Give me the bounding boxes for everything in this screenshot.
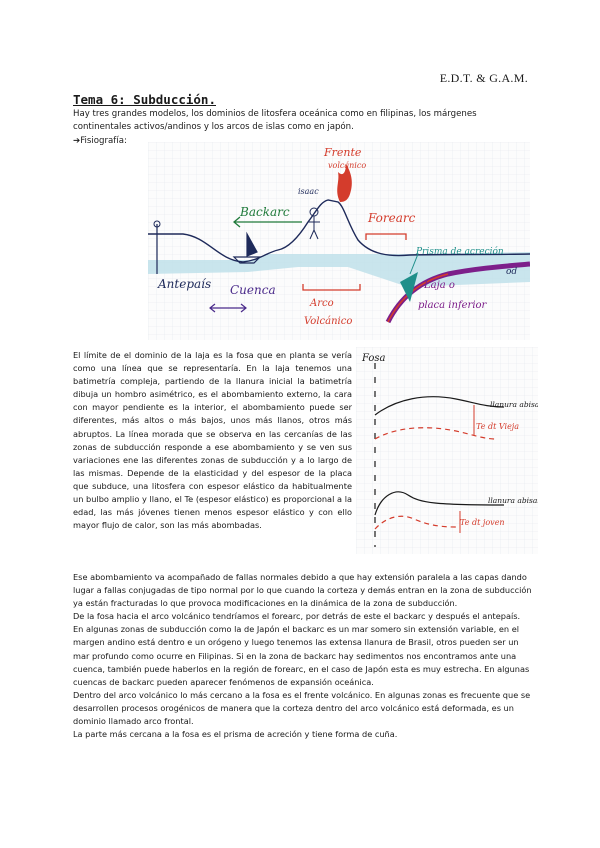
label-isaac: isaac	[298, 187, 319, 196]
label-laja: Laja o	[424, 280, 455, 291]
paragraph-4: La parte más cercana a la fosa es el prisma de acreción y tiene forma de cuña.	[73, 729, 398, 740]
elastic-thickness-drawing	[356, 347, 538, 554]
label-placa: placa inferior	[418, 300, 487, 311]
label-te-vieja: Te dt Vieja	[476, 422, 520, 431]
label-prisma: Prisma de acreción	[416, 247, 504, 257]
label-llanura-abisal-bottom: llanura abisal	[488, 496, 538, 505]
label-fosa: Fosa	[362, 353, 386, 364]
label-od: od	[506, 267, 518, 277]
label-antepais: Antepaís	[158, 277, 212, 291]
label-frente: Frente	[324, 146, 362, 159]
label-te-joven: Te dt joven	[460, 518, 505, 527]
label-llanura-abisal-top: llanura abisal	[490, 400, 538, 409]
label-volcanico: volcánico	[328, 161, 367, 170]
body-paragraphs	[73, 571, 532, 741]
paragraph-1: Ese abombamiento va acompañado de fallas normales debido a que hay extensión paralela a las capas dando lugar a fallas conjugadas de tipo normal por lo que cuando la corteza y demás entran en la zona de subducción ya están fracturadas lo que provoca modificaciones en la dinámica de la zona de subducción.	[73, 572, 532, 609]
physiography-figure	[148, 142, 530, 340]
physiography-drawing	[148, 142, 530, 340]
label-volcanico-2: Volcánico	[304, 316, 353, 327]
paragraph-3: Dentro del arco volcánico lo más cercano a la fosa es el frente volcánico. En algunas zonas es frecuente que se desarrollen procesos orogénicos de manera que la corteza dentro del arco volcánico está deformada, es un dominio llamado arco frontal.	[73, 689, 531, 727]
side-column-text: El límite de el dominio de la laja es la fosa que en planta se vería como una línea que se representaría. En la laja tenemos una batimetría compleja, partiendo de la llanura inicial la batimetría dibuja un hombro asimétrico, es el abombamiento externo, la cara con mayor pendiente es la interior, el abombamiento puede ser diferentes, más altos o más bajos, unos más llanos, otros más abruptos. La línea morada que se observa en las cercanías de las zonas de subducción responde a ese abombamiento y se ven sus variaciones ene las diferentes zonas de subducción y a lo largo de las mismas. Depende de la elasticidad y del espesor de la placa que subduce, una litosfera con espesor elástico da habitualmente un bulbo amplio y llano, el Te (espesor elástico) es proporcional a la edad, las más jóvenes tienen menos espesor elástico y con ello mayor flujo de calor, son las más abombadas.	[73, 350, 352, 531]
paragraph-2: De la fosa hacia el arco volcánico tendríamos el forearc, por detrás de este el backarc y después el antepaís. En algunas zonas de subducción como la de Japón el backarc es un mar somero sin extensión variable, en el margen andino está dentro e un orógeno y luego tenemos las extensa llanura de Brasil, otros pueden ser un mar profundo como ocurre en Filipinas. Si en la zona de backarc hay sedimentos nos encontramos ante una cuenca, también puede haberlos en la región de forearc, en el caso de Japón esta es muy estrecha. En algunas cuencas de backarc pueden aparecer fenómenos de expansión oceánica.	[73, 611, 530, 687]
elastic-thickness-figure	[356, 347, 538, 554]
label-cuenca: Cuenca	[230, 283, 276, 297]
label-arco: Arco	[310, 298, 334, 309]
label-backarc: Backarc	[240, 205, 290, 219]
page-title: Tema 6: Subducción.	[73, 92, 216, 107]
intro-paragraph: Hay tres grandes modelos, los dominios de litosfera oceánica como en filipinas, los márgenes continentales activos/andinos y los arcos de islas como en japón.	[73, 109, 477, 133]
label-forearc: Forearc	[368, 211, 416, 225]
page-header-authors: E.D.T. & G.A.M.	[439, 71, 528, 85]
fisiografia-label: ➔Fisiografía:	[73, 136, 127, 146]
